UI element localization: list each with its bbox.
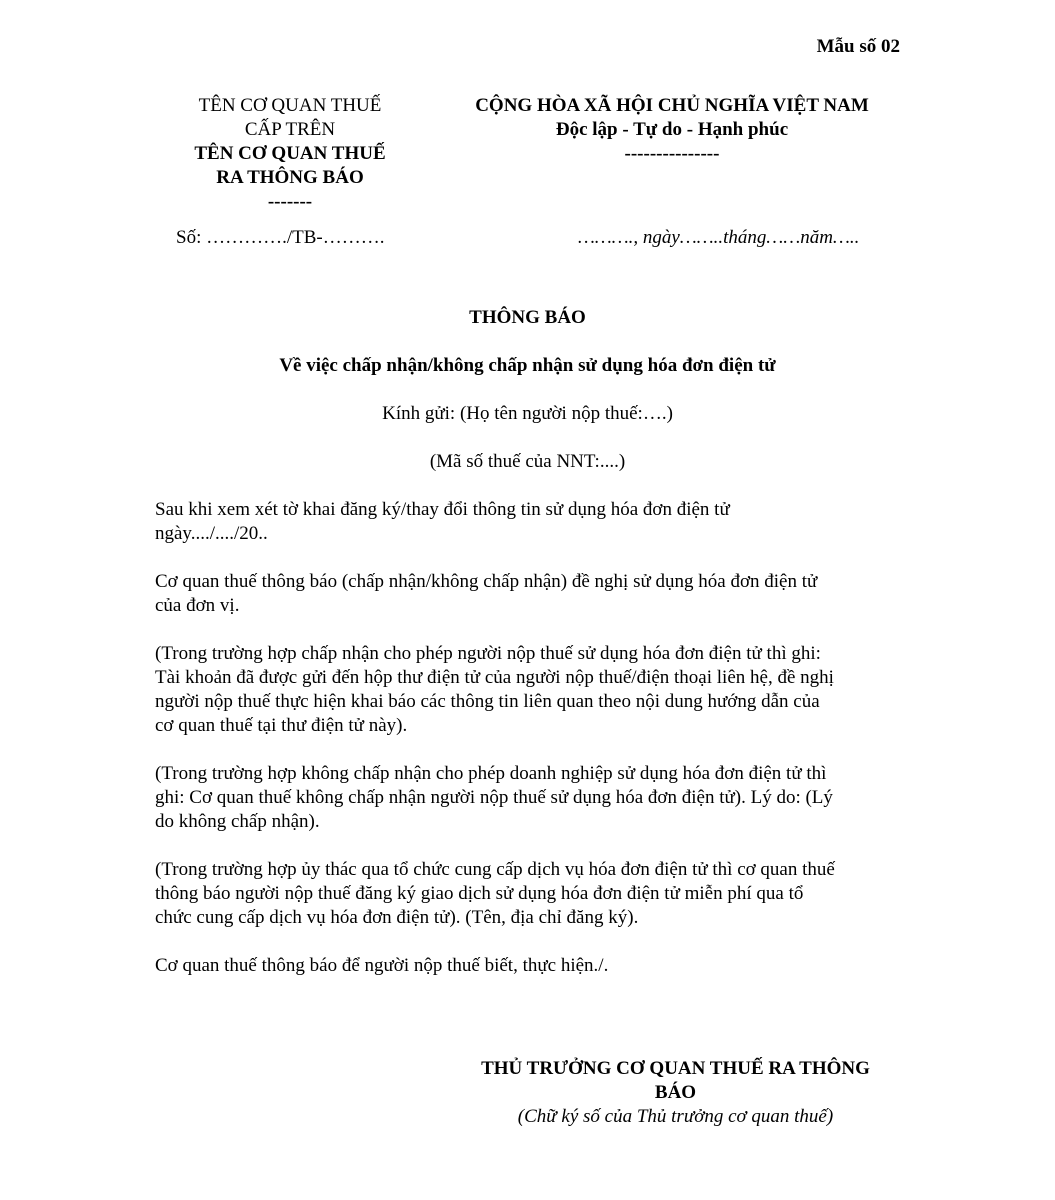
paragraph-line: (Trong trường hợp không chấp nhận cho phép doanh nghiệp sử dụng hóa đơn điện tử thì <box>155 763 827 784</box>
national-motto: Độc lập - Tự do - Hạnh phúc <box>555 119 789 140</box>
issuing-agency-line-2: RA THÔNG BÁO <box>216 167 364 188</box>
recipient-name: Kính gửi: (Họ tên người nộp thuế:….) <box>382 403 673 424</box>
nation-name: CỘNG HÒA XÃ HỘI CHỦ NGHĨA VIỆT NAM <box>475 95 869 116</box>
superior-agency-line-2: CẤP TRÊN <box>244 119 336 140</box>
paragraph-line: ngày..../..../20.. <box>155 523 268 544</box>
paragraph-line: cơ quan thuế tại thư điện tử này). <box>155 715 408 736</box>
paragraph-line: chức cung cấp dịch vụ hóa đơn điện tử). (Tên, địa chỉ đăng ký). <box>155 907 639 928</box>
body-paragraph-3 <box>155 642 915 738</box>
paragraph-line: (Trong trường hợp ủy thác qua tổ chức cung cấp dịch vụ hóa đơn điện tử thì cơ quan thuế <box>155 859 835 880</box>
signatory-title <box>448 1057 903 1105</box>
paragraph-line: Tài khoản đã được gửi đến hộp thư điện tử của người nộp thuế/điện thoại liên hệ, đề nghị <box>155 667 834 688</box>
issuing-agency-header <box>150 94 430 214</box>
signature-block <box>448 1057 903 1129</box>
body-paragraph-1 <box>155 498 915 546</box>
paragraph-line: người nộp thuế thực hiện khai báo các thông tin liên quan theo nội dung hướng dẫn của <box>155 691 820 712</box>
superior-agency-line-1: TÊN CƠ QUAN THUẾ <box>198 95 382 116</box>
left-header-divider: ------- <box>267 191 313 212</box>
paragraph-line: ghi: Cơ quan thuế không chấp nhận người nộp thuế sử dụng hóa đơn điện tử). Lý do: (Lý <box>155 787 833 808</box>
paragraph-line: do không chấp nhận). <box>155 811 320 832</box>
recipient-tax-code: (Mã số thuế của NNT:....) <box>429 451 626 472</box>
right-header-divider: --------------- <box>624 143 720 164</box>
document-date: ………., ngày……..tháng……năm….. <box>578 227 860 248</box>
body-paragraph-4 <box>155 762 915 834</box>
signatory-title-line-1: THỦ TRƯỞNG CƠ QUAN THUẾ RA THÔNG <box>481 1058 870 1079</box>
body-paragraph-5 <box>155 858 915 930</box>
paragraph-line: của đơn vị. <box>155 595 240 616</box>
paragraph-line: Cơ quan thuế thông báo để người nộp thuế biết, thực hiện./. <box>155 955 609 976</box>
body-paragraph-6 <box>155 954 915 978</box>
document-subject: Về việc chấp nhận/không chấp nhận sử dụng hóa đơn điện tử <box>279 355 776 376</box>
signature-note: (Chữ ký số của Thủ trưởng cơ quan thuế) <box>517 1106 834 1127</box>
signatory-title-line-2: BÁO <box>654 1082 697 1103</box>
paragraph-line: Sau khi xem xét tờ khai đăng ký/thay đổi thông tin sử dụng hóa đơn điện tử <box>155 499 730 520</box>
form-code-label: Mẫu số 02 <box>816 36 900 57</box>
document-title: THÔNG BÁO <box>469 307 586 328</box>
document-number: Số: …………./TB-………. <box>176 227 385 248</box>
paragraph-line: thông báo người nộp thuế đăng ký giao dịch sử dụng hóa đơn điện tử miễn phí qua tổ <box>155 883 804 904</box>
paragraph-line: (Trong trường hợp chấp nhận cho phép người nộp thuế sử dụng hóa đơn điện tử thì ghi: <box>155 643 821 664</box>
body-paragraph-2 <box>155 570 915 618</box>
issuing-agency-line-1: TÊN CƠ QUAN THUẾ <box>194 143 386 164</box>
national-header <box>432 94 912 166</box>
paragraph-line: Cơ quan thuế thông báo (chấp nhận/không chấp nhận) đề nghị sử dụng hóa đơn điện tử <box>155 571 818 592</box>
